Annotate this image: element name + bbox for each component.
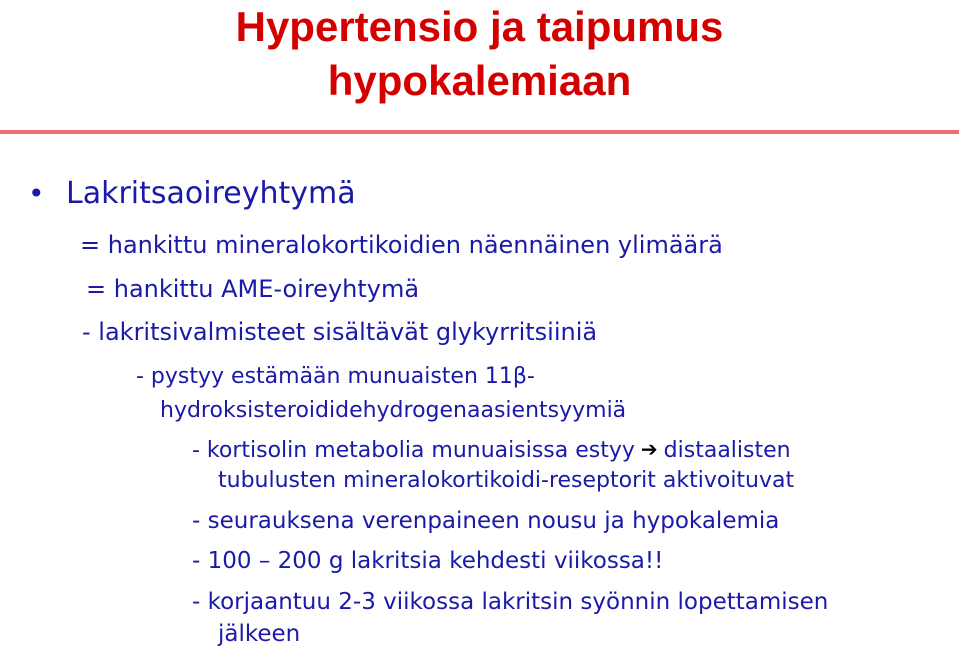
arrow-right-icon: ➔ xyxy=(640,437,658,461)
definition-line-1: = hankittu mineralokortikoidien näennäinen ylimäärä xyxy=(80,231,723,259)
list-item-enzyme-line-2: hydroksisteroididehydrogenaasientsyymiä xyxy=(160,398,627,423)
list-item-consequence: - seurauksena verenpaineen nousu ja hypokalemia xyxy=(192,508,780,534)
slide-title xyxy=(0,0,959,108)
list-item-recovery-line-2: jälkeen xyxy=(218,621,301,647)
list-item-recovery-line-1: - korjaantuu 2-3 viikossa lakritsin syönnin lopettamisen xyxy=(192,589,829,615)
definition-line-2: = hankittu AME-oireyhtymä xyxy=(86,275,420,303)
distal-text: distaalisten xyxy=(663,438,791,463)
list-item-enzyme-line-1: - pystyy estämään munuaisten 11β- xyxy=(136,364,535,389)
bullet-heading xyxy=(28,176,356,212)
bullet-dot-icon: • xyxy=(28,177,45,210)
cortisol-text: - kortisolin metabolia munuaisissa estyy xyxy=(192,438,635,463)
slide-title-line-2: hypokalemiaan xyxy=(327,57,632,104)
list-item-dose: - 100 – 200 g lakritsia kehdesti viikossa!! xyxy=(192,548,664,574)
list-item-cortisol-line-2: tubulusten mineralokortikoidi-reseptorit aktivoituvat xyxy=(218,468,795,493)
heading-text: Lakritsaoireyhtymä xyxy=(66,176,356,211)
list-item-cortisol-line-1 xyxy=(192,434,791,466)
slide-title-line-1: Hypertensio ja taipumus xyxy=(235,3,724,50)
title-divider xyxy=(0,130,959,134)
list-item-glycyrrhizin: - lakritsivalmisteet sisältävät glykyrritsiiniä xyxy=(82,318,598,346)
